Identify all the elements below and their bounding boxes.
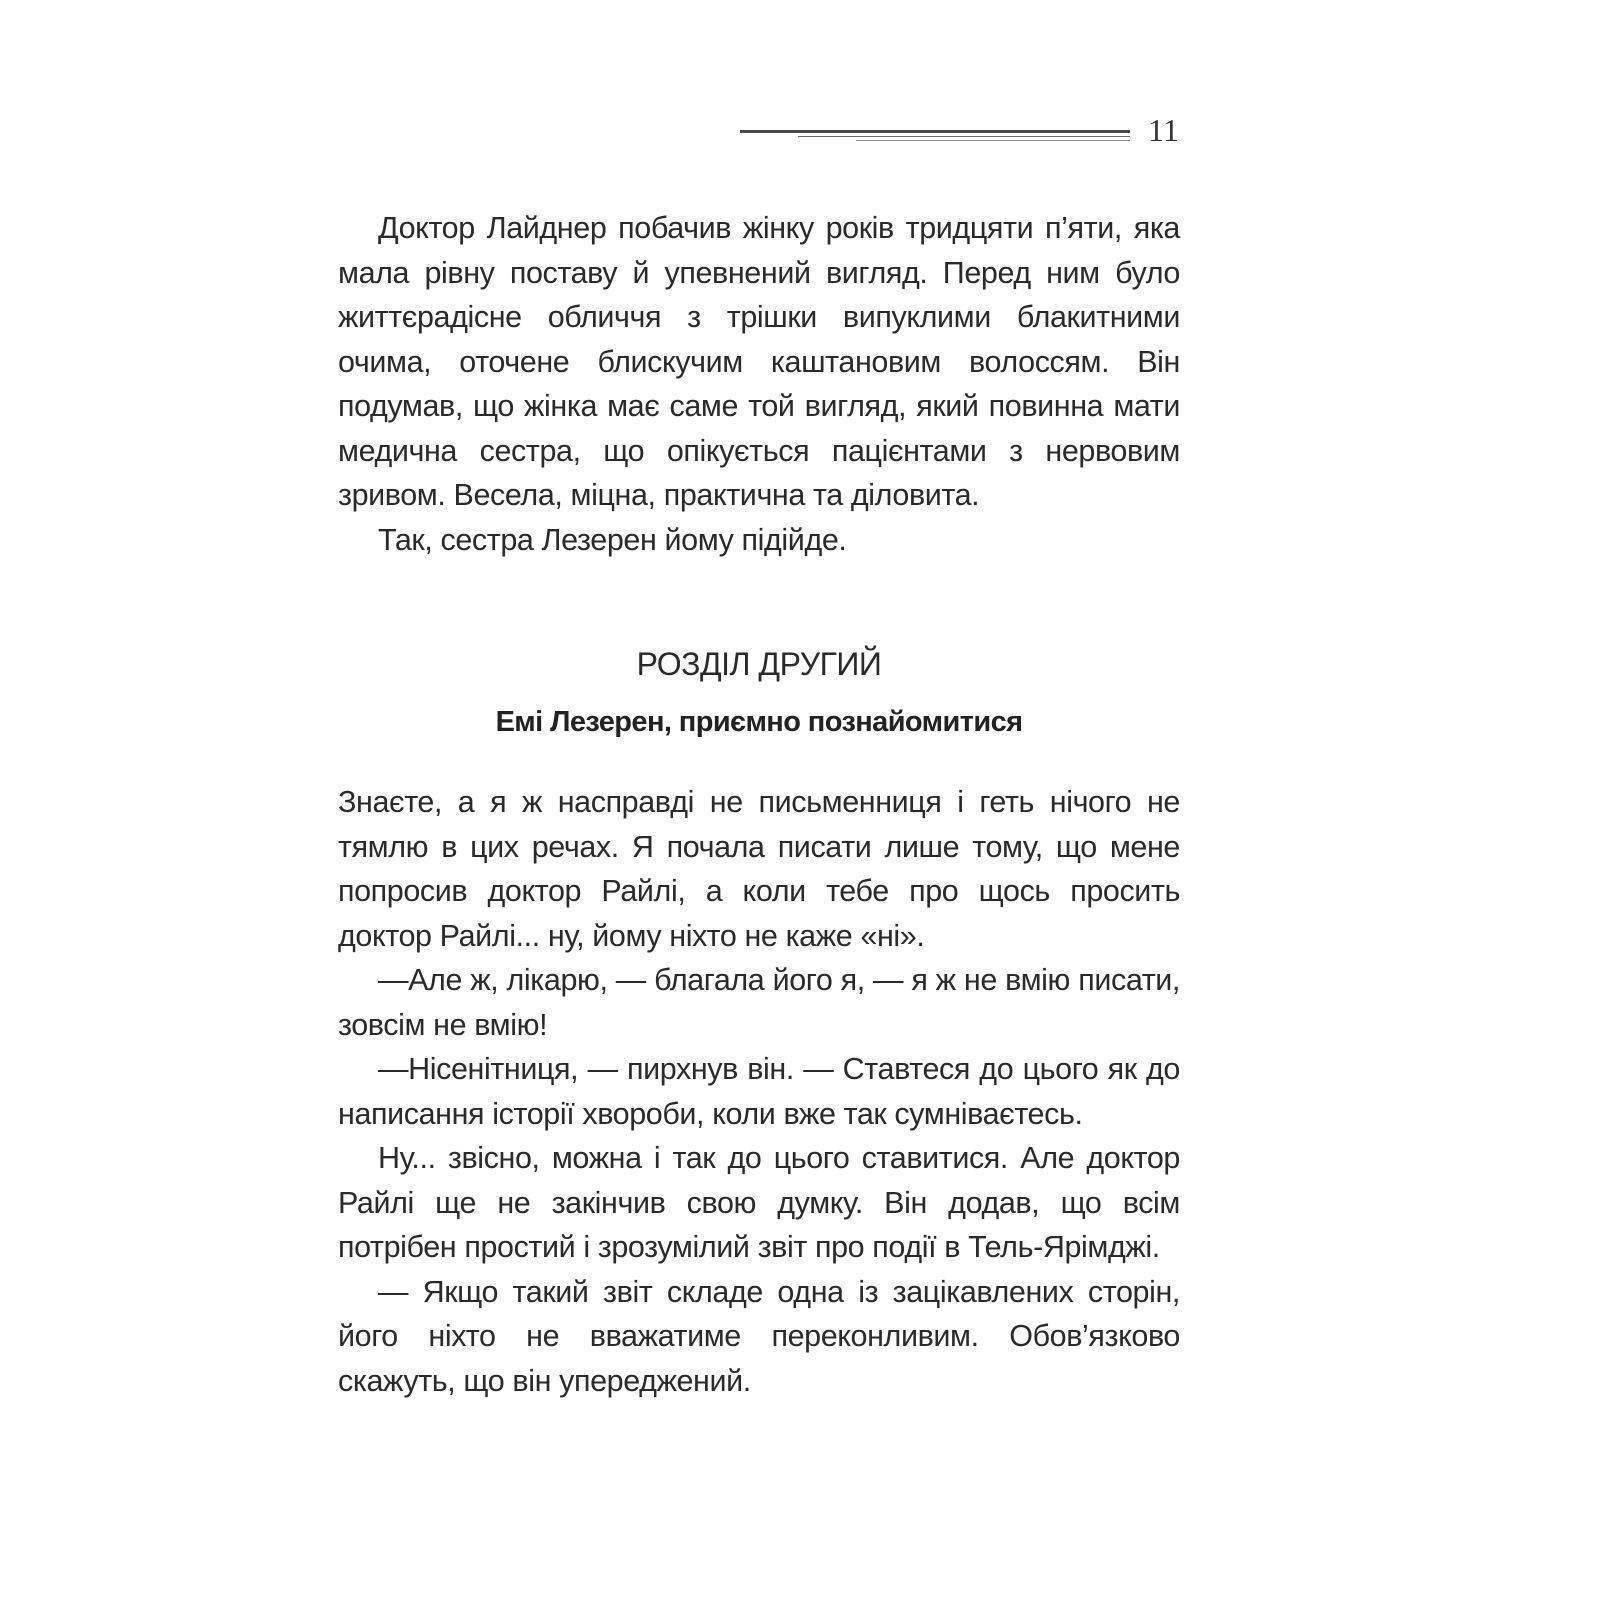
paragraph: Ну... звісно, можна і так до цього ставитися. Але доктор Райлі ще не закінчив свою думку. Він додав, що всім потрібен простий і зрозумілий звіт про події в Тель-Ярімджі. [338,1141,1180,1264]
header-rule-thick [740,130,1130,133]
paragraph: Знаєте, а я ж насправді не письменниця і геть нічого не тямлю в цих речах. Я почала писати лише тому, що мене попросив доктор Райлі, а коли тебе про щось просить доктор Райлі... ну, йому ніхто не каже «ні». [338,785,1180,953]
header-rule-thin [798,136,1130,137]
header-rule-ornament [740,130,1130,142]
dialogue-paragraph: — Якщо такий звіт складе одна із зацікавлених сторін, його ніхто не вважатиме переконливим. Обов’язково скажуть, що він упереджений. [338,1274,1180,1398]
paragraph: Доктор Лайднер побачив жінку років тридцяти п’яти, яка мала рівну поставу й упевнений вигляд. Перед ним було життєрадісне обличчя з трішки випуклими блакитними очима, оточене блискучим каштановим волоссям. Він подумав, що жінка має саме той вигляд, який повинна мати медична сестра, що опікується пацієнтами з нервовим зривом. Весела, міцна, практична та діловита. [338,211,1180,512]
page-header [740,112,1180,158]
page-number: 11 [1148,112,1179,148]
header-rule-thin [856,140,1130,141]
text-section-2 [338,780,1180,1403]
chapter-title: РОЗДІЛ ДРУГИЙ [636,646,882,682]
dialogue-paragraph: —Нісенітниця, — пирхнув він. — Ставтеся до цього як до написання історії хвороби, коли вже так сумніваєтесь. [338,1052,1180,1131]
chapter-subtitle: Емі Лезерен, приємно познайомитися [495,706,1023,738]
dialogue-paragraph: —Але ж, лікарю, — благала його я, — я ж не вмію писати, зовсім не вмію! [338,963,1180,1042]
text-section-1 [338,206,1180,562]
paragraph: Так, сестра Лезерен йому підійде. [378,522,847,557]
